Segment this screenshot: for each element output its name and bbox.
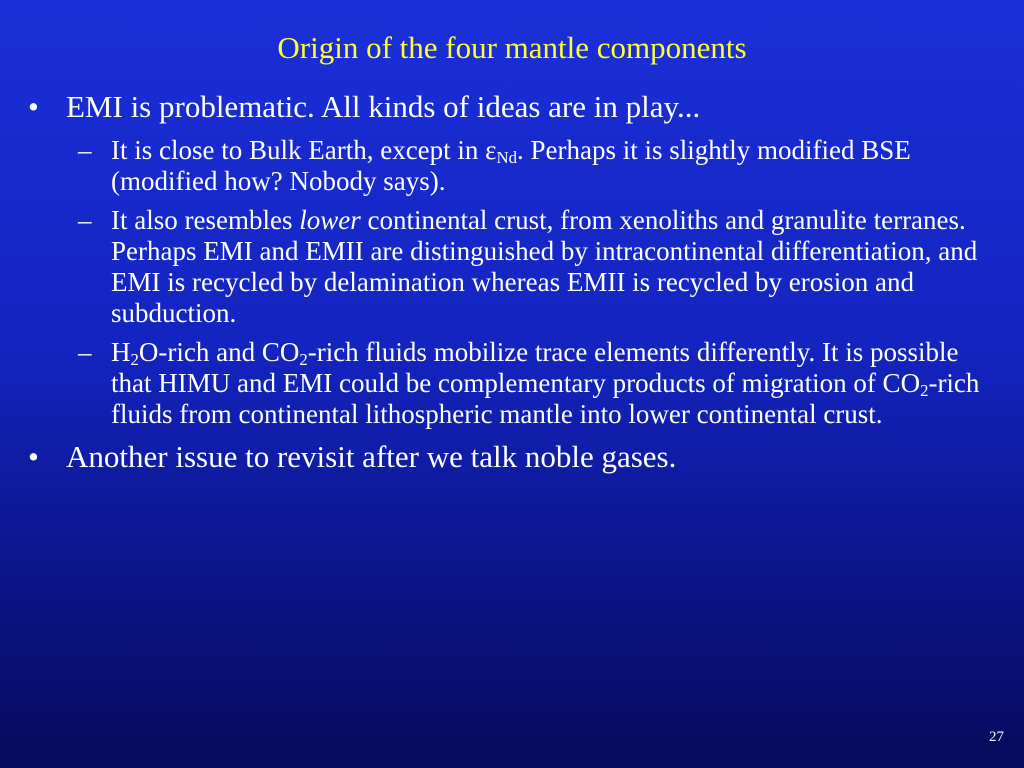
sub-bullet-text: It is close to Bulk Earth, except in $\varepsilon_{Nd}$. Perhaps it is slightly modified BSE (modified how? Nobody says).	[111, 135, 911, 196]
sub-bullet-marker: –	[78, 135, 92, 165]
bullet-text: EMI is problematic. All kinds of ideas are in play...	[66, 89, 701, 124]
sub-bullet-text: $H_2O$-rich and $CO_2$-rich fluids mobilize trace elements differently. It is possible that HIMU and EMI could be complementary products of migration of $CO_2$-rich fluids from continental lithospheric mantle into lower continental crust.	[111, 337, 980, 429]
sub-bullet-text: It also resembles lower continental crust, from xenoliths and granulite terranes. Perhaps EMI and EMII are distinguished by intracontinental differentiation, and EMI is recycled by delamination whereas EMII is recycled by erosion and subduction.	[111, 205, 978, 328]
bullet-marker: •	[28, 439, 39, 474]
bullet-marker: •	[28, 89, 39, 124]
sub-bullet-1	[28, 135, 998, 197]
sub-bullet-2	[28, 205, 998, 329]
emphasis-lower: lower	[299, 205, 361, 235]
sub-bullet-3	[28, 337, 998, 430]
sub-bullet-marker: –	[78, 205, 92, 235]
slide-body	[28, 88, 998, 485]
bullet-2	[28, 438, 998, 475]
sub-bullet-marker: –	[78, 337, 92, 367]
bullet-text: Another issue to revisit after we talk noble gases.	[66, 439, 677, 474]
subscript-nd: Nd	[496, 148, 517, 168]
bullet-1	[28, 88, 998, 125]
page-number: 27	[989, 729, 1004, 745]
slide-title: Origin of the four mantle components	[277, 30, 747, 65]
